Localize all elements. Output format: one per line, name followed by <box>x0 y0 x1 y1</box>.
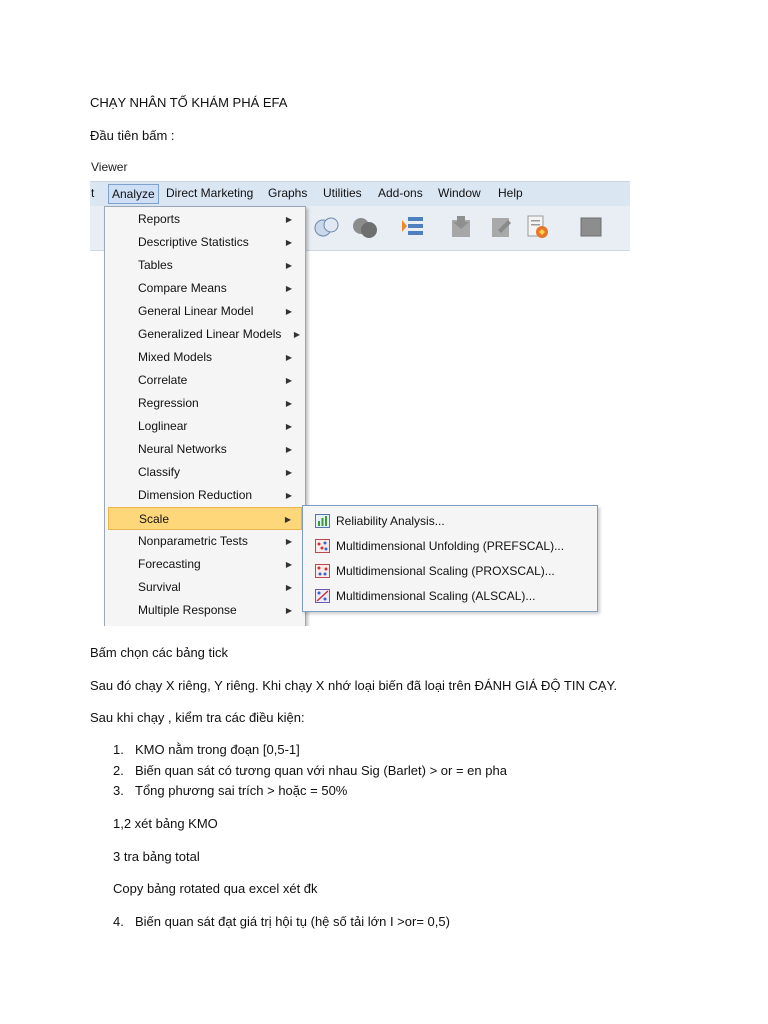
menu-item-regression[interactable] <box>108 392 302 415</box>
menu-item-correlate[interactable] <box>108 369 302 392</box>
intro-text: Đầu tiên bấm : <box>90 128 175 143</box>
menu-item-multiple-response[interactable] <box>108 599 302 622</box>
menu-item-nonparametric-tests[interactable] <box>108 530 302 553</box>
list-item-1 <box>113 742 300 757</box>
circles-outline-icon[interactable] <box>314 214 340 240</box>
submenu-arrow-icon: ▶ <box>285 491 292 500</box>
submenu-arrow-icon: ▶ <box>285 261 292 270</box>
list-number: 3. <box>113 783 124 798</box>
menu-transform-partial[interactable]: t <box>91 186 95 200</box>
document-edit-icon[interactable] <box>488 214 514 240</box>
menu-item-label: Survival <box>138 580 181 594</box>
list-item-4 <box>113 914 450 929</box>
menu-item-label: Regression <box>138 396 199 410</box>
submenu-arrow-icon: ▶ <box>285 215 292 224</box>
menu-item-label: Mixed Models <box>138 350 213 364</box>
submenu-arrow-icon: ▶ <box>285 399 292 408</box>
submenu-arrow-icon: ▶ <box>284 515 291 524</box>
menu-item-dimension-reduction[interactable] <box>108 484 302 507</box>
menu-item-label: Loglinear <box>138 419 188 433</box>
menu-item-reliability-analysis[interactable] <box>303 509 597 533</box>
menu-graphs[interactable]: Graphs <box>268 186 308 200</box>
menu-item-label: Multidimensional Unfolding (PREFSCAL)... <box>336 539 565 553</box>
menu-item-label: General Linear Model <box>138 304 254 318</box>
submenu-arrow-icon: ▶ <box>285 284 292 293</box>
proxscal-icon <box>315 564 330 578</box>
prefscal-icon <box>315 539 330 553</box>
instruction-tick: Bấm chọn các bảng tick <box>90 645 229 660</box>
window-title: Viewer <box>90 157 630 181</box>
menu-item-label: Generalized Linear Models <box>138 327 282 341</box>
menu-item-label: Neural Networks <box>138 442 227 456</box>
menu-item-loglinear[interactable] <box>108 415 302 438</box>
menu-direct-marketing[interactable]: Direct Marketing <box>166 186 254 200</box>
submenu-arrow-icon: ▶ <box>285 376 292 385</box>
menu-item-alscal[interactable] <box>303 584 597 608</box>
script-icon[interactable] <box>524 214 550 240</box>
doc-title: CHẠY NHÂN TỐ KHÁM PHÁ EFA <box>90 95 288 110</box>
spss-screenshot <box>90 157 630 626</box>
menu-item-mixed-models[interactable] <box>108 346 302 369</box>
list-text: Tổng phương sai trích > hoặc = 50% <box>135 783 348 798</box>
note-rotated: Copy bảng rotated qua excel xét đk <box>113 881 318 896</box>
reliability-icon <box>315 514 330 528</box>
list-number: 2. <box>113 763 124 778</box>
gray-box-icon[interactable] <box>578 214 604 240</box>
menu-item-label: Tables <box>138 258 173 272</box>
menu-item-survival[interactable] <box>108 576 302 599</box>
menu-item-label: Scale <box>139 512 170 526</box>
submenu-arrow-icon: ▶ <box>285 537 292 546</box>
alscal-icon <box>315 589 330 603</box>
menu-analyze[interactable]: Analyze <box>108 184 159 204</box>
menu-item-reports[interactable] <box>108 208 302 231</box>
menu-item-classify[interactable] <box>108 461 302 484</box>
submenu-arrow-icon: ▶ <box>285 445 292 454</box>
menu-item-label: Multidimensional Scaling (ALSCAL)... <box>336 589 536 603</box>
menu-item-forecasting[interactable] <box>108 553 302 576</box>
menu-item-tables[interactable] <box>108 254 302 277</box>
menu-item-label: Classify <box>138 465 181 479</box>
list-variables-icon[interactable] <box>400 214 426 240</box>
menu-item-label: Forecasting <box>138 557 201 571</box>
list-text: Biến quan sát đạt giá trị hội tụ (hệ số tải lớn I >or= 0,5) <box>135 914 450 929</box>
menu-add-ons[interactable]: Add-ons <box>378 186 423 200</box>
submenu-arrow-icon: ▶ <box>285 422 292 431</box>
menu-item-label: Correlate <box>138 373 188 387</box>
instruction-check: Sau khi chạy , kiểm tra các điều kiện: <box>90 710 305 725</box>
menu-item-label: Dimension Reduction <box>138 488 253 502</box>
submenu-arrow-icon: ▶ <box>285 238 292 247</box>
menu-item-general-linear-model[interactable] <box>108 300 302 323</box>
instruction-run-xy: Sau đó chạy X riêng, Y riêng. Khi chạy X nhớ loại biến đã loại trên ĐÁNH GIÁ ĐỘ TIN CẠY. <box>90 678 618 693</box>
menu-utilities[interactable]: Utilities <box>323 186 362 200</box>
submenu-arrow-icon: ▶ <box>285 307 292 316</box>
menu-item-label: Reports <box>138 212 181 226</box>
menu-item-descriptive-statistics[interactable] <box>108 231 302 254</box>
circles-filled-icon[interactable] <box>352 214 378 240</box>
submenu-arrow-icon: ▶ <box>293 330 300 339</box>
submenu-arrow-icon: ▶ <box>285 583 292 592</box>
menu-item-label: Multiple Response <box>138 603 237 617</box>
submenu-arrow-icon: ▶ <box>285 468 292 477</box>
menu-help[interactable]: Help <box>498 186 523 200</box>
submenu-arrow-icon: ▶ <box>285 560 292 569</box>
note-total: 3 tra bảng total <box>113 849 200 864</box>
menu-item-label: Multidimensional Scaling (PROXSCAL)... <box>336 564 555 578</box>
menu-item-label: Reliability Analysis... <box>336 514 445 528</box>
menu-item-label: Descriptive Statistics <box>138 235 249 249</box>
list-number: 1. <box>113 742 124 757</box>
export-icon[interactable] <box>448 214 474 240</box>
menu-item-prefscal[interactable] <box>303 534 597 558</box>
menubar <box>90 181 630 207</box>
menu-item-compare-means[interactable] <box>108 277 302 300</box>
menu-item-proxscal[interactable] <box>303 559 597 583</box>
submenu-arrow-icon: ▶ <box>285 606 292 615</box>
menu-window[interactable]: Window <box>438 186 481 200</box>
note-kmo: 1,2 xét bảng KMO <box>113 816 218 831</box>
scale-submenu <box>302 505 598 612</box>
submenu-arrow-icon: ▶ <box>285 353 292 362</box>
analyze-menu <box>104 206 306 626</box>
menu-item-neural-networks[interactable] <box>108 438 302 461</box>
list-item-3 <box>113 783 347 798</box>
list-item-2 <box>113 763 507 778</box>
list-number: 4. <box>113 914 124 929</box>
menu-item-label: Nonparametric Tests <box>138 534 248 548</box>
menu-item-label: Compare Means <box>138 281 227 295</box>
menu-item-generalized-linear-models[interactable] <box>108 323 302 346</box>
menu-item-scale[interactable] <box>108 507 302 530</box>
list-text: Biến quan sát có tương quan với nhau Sig (Barlet) > or = en pha <box>135 763 507 778</box>
list-text: KMO nằm trong đoạn [0,5-1] <box>135 742 300 757</box>
